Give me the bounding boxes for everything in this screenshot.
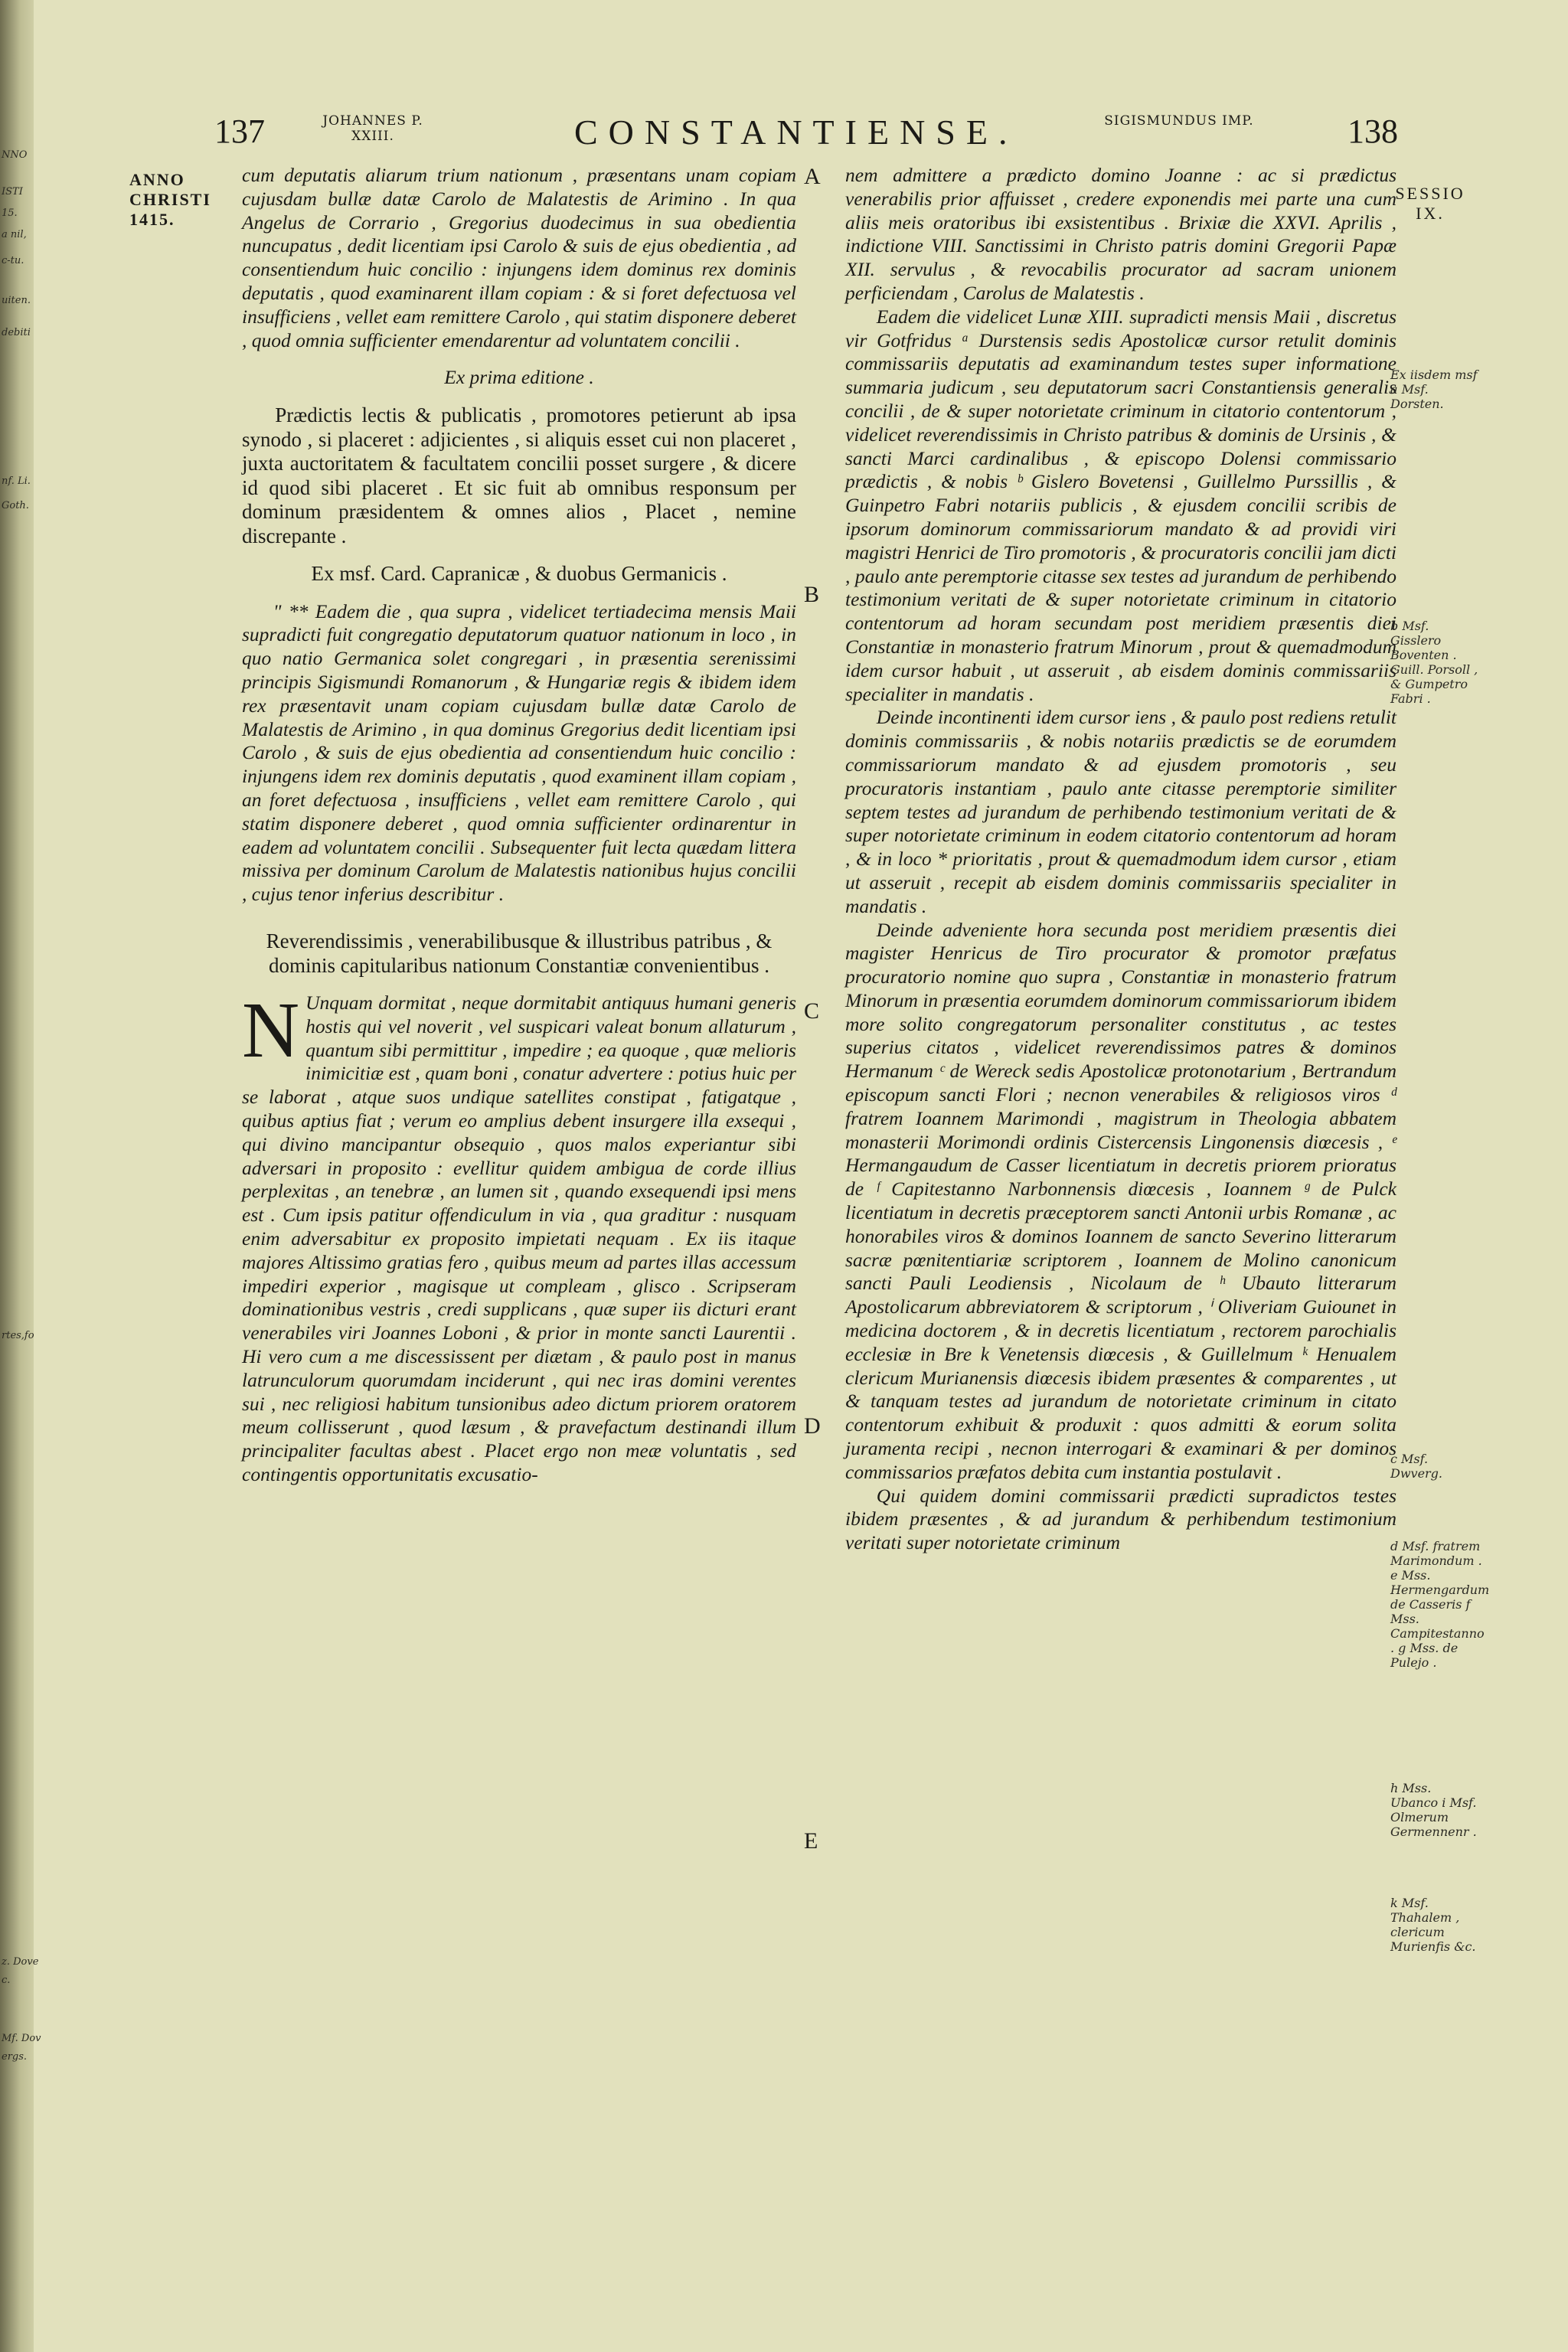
left-column	[242, 164, 796, 1487]
margin-note-marimondum: d Msf. fratrem Marimondum . e Mss. Hermengardum de Casseris f Mss. Campitestanno . g Mss. de Pulejo .	[1390, 1539, 1490, 1670]
gutter-fragment: a nil,	[2, 229, 27, 240]
gutter-fragment: Goth.	[2, 500, 29, 511]
gutter-fragment: 15.	[2, 207, 18, 219]
margin-note-ubanco: h Mss. Ubanco i Msf. Olmerum Germennenr .	[1390, 1781, 1477, 1839]
gutter-fragment: Mf. Dov	[2, 2033, 41, 2044]
gutter-fragment: nf. Li.	[2, 475, 31, 487]
session-label-number: IX.	[1416, 204, 1445, 223]
column-letter-e: E	[804, 1828, 818, 1854]
margin-note-gislero: b Msf. Gisslero Boventen . Guill. Porsoll , & Gumpetro Fabri .	[1390, 619, 1478, 706]
right-paragraph-5: Qui quidem domini commissarii prædicti supradictos testes ibidem præsentes , & ad jurandum & perhibendum testimonium veritati super notorietate criminum	[845, 1484, 1396, 1554]
gutter-fragment: rtes,fo	[2, 1330, 34, 1341]
right-paragraph-1: nem admittere a prædicto domino Joanne : ac si prædictus venerabilis prior affuisset , credere exponendis mei parte una cum aliis meis oratoribus ibi exsistentibus . Brixiæ die XXVI. Aprilis , indictione VIII. Sanctissimi in Christo patris domini Gregorii Papæ XII. servulus , & revocabilis procurator ad sacram unionem perficiendam , Carolus de Malatestis .	[845, 164, 1396, 304]
column-letter-a: A	[804, 164, 821, 189]
right-paragraph-4: Deinde adveniente hora secunda post meridiem præsentis diei magister Henricus de Tiro procurator & promotor præfatus procuratorio nomine quo supra , Constantiæ in monasterio fratrum Minorum in præsentia eorumdem dominorum commissariorum ibidem more solito congregatorum personaliter constitutus , ac testes superius citatos , videlicet reverendissimos patres & dominos Hermanum ᶜ de Wereck sedis Apostolicæ protonotarium , Bertrandum episcopum sancti Flori ; necnon venerabiles & religiosos viros ᵈ fratrem Ioannem Marimondi , magistrum in Theologia abbatem monasterii Morimondi ordinis Cistercensis Lingonensis diœcesis , ᵉ Hermangaudum de Casser licentiatum in decretis priorem prioratus de ᶠ Capitestanno Narbonnensis diœcesis , Ioannem ᵍ de Pulck licentiatum in decretis præceptorem sancti Antonii urbis Romanæ , ac honorabiles viros & dominos Ioannem de sancto Severino litterarum sacræ pœnitentiariæ scriptorem , Ioannem de Molino canonicum sancti Pauli Leodiensis , Nicolaum de ʰ Ubauto litterarum Apostolicarum abbreviatorem & scriptorum , ⁱ Oliveriam Guiounet in medicina doctorem , & in decretis licentiatum , rectorem parochialis ecclesiæ in Bre k Venetensis diœcesis , & Guillelmum ᵏ Henualem clericum Murianensis diœcesis ibidem præsentes & comparentes , ut & tanquam testes ad jurandum de notorietate criminum in citato contentorum exhibuit & produxit : quos admitti & eorum solita juramenta recipi , necnon interrogari & examinari & per dominos commissarios præfatos debita cum instantia postulavit .	[845, 918, 1396, 1483]
right-paragraph-2: Eadem die videlicet Lunæ XIII. supradicti mensis Maii , discretus vir Gotfridus ᵃ Durstensis sedis Apostolicæ cursor retulit dominis commissariis deputatis ad examinandum testes super informatione summaria judicum , seu deputatorum sacri Constantiensis generalis concilii , de & super notorietate criminum in citatorio contentorum , videlicet reverendissimis in Christo patribus & dominis de Ursinis , & sancti Marci cardinalibus , & episcopo Dolensi commissario prædictis , & nobis ᵇ Gislero Bovetensi , Guillelmo Purssillis , & Guinpetro Fabri notariis publicis , & ejusdem concilii scribis de ipsorum dominorum commissariorum mandato & ad providi viri magistri Henrici de Tiro promotoris , & procuratoris concilii jam dicti , paulo ante peremptorie citasse sex testes ad jurandum de perhibendo testimonium veritati de & super notorietate criminum in citatorio contentorum ad horam secundam post meridiem præsentis diei Constantiæ in monasterio fratrum Minorum , prout & quemadmodum idem cursor habuit , ut asseruit , ab eisdem dominis commissariis specialiter in mandatis .	[845, 305, 1396, 705]
column-letter-c: C	[804, 998, 820, 1024]
session-label-word: SESSIO	[1395, 184, 1465, 203]
left-paragraph-3: " ** Eadem die , qua supra , videlicet tertiadecima mensis Maii supradicti fuit congregatio deputatorum quatuor nationum in loco , in quo natio Germanica solet congregari , in præsentia serenissimi principis Sigismundi Romanorum , & Hungariæ regis & ibidem idem rex præsentavit unam copiam cujusdam bullæ datæ Carolo de Malatestis de Arimino , in qua dominus Gregorius dedit licentiam ipsi Carolo , & suis de ejus obedientia ad consentiendum huic concilio : injungens idem rex dominis deputatis , quod examinent illam copiam , an foret defectuosa , insufficiens , vellet eam remittere Carolo , qui statim disponere deberet , quod omnia sufficienter ordinarentur in eadem ad voluntatem concilii . Subsequenter fuit lecta quædam littera missiva per dominum Carolum de Malatestis nationibus hujus concilii , cujus tenor inferius describitur .	[242, 599, 796, 906]
left-paragraph-4	[242, 986, 796, 1487]
letter-address-heading: Reverendissimis , venerabilibusque & illustribus patribus , & dominis capitularibus nationum Constantiæ convenientibus .	[266, 929, 773, 977]
gutter-fragment: ergs.	[2, 2051, 28, 2063]
left-paragraph-2: Prædictis lectis & publicatis , promotores petierunt ab ipsa synodo , si placeret : adjicientes , si aliquis esset cui non placeret , juxta auctoritatem & facultatem concilii posset surgere , & dicere id quod sibi placeret . Et sic fuit ab omnibus responsum per dominum præsidentem & omnes alios , Placet , nemine discrepante .	[242, 403, 796, 547]
facing-page-edge	[0, 0, 41, 2352]
margin-note-dwverg: c Msf. Dwverg.	[1390, 1452, 1443, 1481]
page-title: CONSTANTIENSE.	[574, 113, 1018, 152]
year-margin-anno: ANNO	[129, 170, 185, 189]
gutter-fragment: c.	[2, 1975, 11, 1986]
gutter-fragment: z. Dove	[2, 1956, 39, 1968]
column-letter-d: D	[804, 1413, 821, 1439]
year-margin	[129, 170, 221, 230]
margin-note-dorsten: Ex iisdem msf a Msf. Dorsten.	[1390, 368, 1478, 411]
right-column	[845, 164, 1396, 1555]
year-margin-christi: CHRISTI	[129, 190, 211, 209]
right-running-head: SIGISMUNDUS IMP.	[1104, 113, 1254, 129]
left-running-head: JOHANNES P. XXIII.	[322, 113, 423, 144]
column-letter-b: B	[804, 582, 820, 607]
session-label	[1384, 184, 1476, 224]
section-heading-prima-editione: Ex prima editione .	[444, 366, 594, 389]
section-heading-capranicae: Ex msf. Card. Capranicæ , & duobus Germanicis .	[311, 562, 727, 586]
running-header	[214, 107, 1409, 168]
left-paragraph-1: cum deputatis aliarum trium nationum , præsentans unam copiam cujusdam bullæ datæ Carolo de Malatestis de Arimino . In qua Angelus de Corrario , Gregorius duodecimus in sua obedientia nuncupatus , dedit licentiam ipsi Carolo & suis de ejus obedientia , ad consentiendum huic concilio : injungens idem dominus rex dominis deputatis , quod examinarent illam copiam : & si foret defectuosa vel insufficiens , vellet eam remittere Carolo , qui statim disponere deberet , quod omnia sufficienter emendarentur ad voluntatem concilii .	[242, 164, 796, 351]
gutter-fragment: uiten.	[2, 295, 31, 306]
drop-cap: N	[242, 986, 300, 1075]
left-paragraph-4-text: Unquam dormitat , neque dormitabit antiquus humani generis hostis qui vel noverit , vel suspicari valeat bonum allaturum , quantum sibi permittitur , impedire ; ea quoque , quæ melioris inimicitiæ est , quam boni , conatur advertere : potius huic per se laborat , atque suos undique satellites constipat , fatigatque , quibus aptius fiat ; verum eo amplius debent insurgere illa exsequi , qui divino mancipantur obsequio , quos malos experiantur sibi adversari in proposito : evellitur quidem ambigua de corde illius perplexitas , an tenebræ , an lumen sit , quando exsequendi ipsi mens est . Cum ipsis patitur offendiculum in via , qua graditur : nusquam enim adversabitur ex proposito impietati nequam . Ex iis itaque majores Altissimo gratias fero , quibus meum ad partes illas accessum impediri experior , magisque ut compleam , glisco . Scripseram dominationibus vestris , credi supplicans , quæ super iis dicturi erant venerabiles viri Joannes Loboni , & prior in monte sancti Laurentii . Hi vero cum a me discessissent per diætam , & paulo post in manus latrunculorum quorumdam inciderunt , qui nec iras domini verentes sui , nec religiosi habitum tunsionibus adeo dictum priorem oratorem meum collisserunt , quod læsum , & pravefactum destinandi illum principaliter facultas abest . Placet ergo non meæ voluntatis , sed contingentis opportunitatis excusatio-	[242, 991, 796, 1485]
margin-note-thahalem: k Msf. Thahalem , clericum Murienfis &c.	[1390, 1896, 1476, 1954]
right-paragraph-3: Deinde incontinenti idem cursor iens , & paulo post rediens retulit dominis commissariis , & nobis notariis prædictis se de eorumdem commissariorum mandato & ad ejusdem promotoris , seu procuratoris instantiam , paulo ante citasse peremptorie similiter septem testes ad jurandum de perhibendo testimonium veritati de & super notorietate criminum in eodem citatorio contentorum ad horam , & in loco * prioritatis , prout & quemadmodum idem cursor , etiam ut asseruit , recepit ab eisdem dominis commissariis specialiter in mandatis .	[845, 706, 1396, 917]
year-margin-year: 1415.	[129, 210, 175, 229]
book-page	[34, 0, 1568, 2352]
gutter-fragment: c-tu.	[2, 255, 24, 266]
gutter-fragment: NNO	[2, 149, 28, 161]
left-page-number: 137	[214, 113, 265, 150]
gutter-fragment: debiti	[2, 327, 31, 338]
right-page-number: 138	[1348, 113, 1398, 150]
gutter-fragment: ISTI	[2, 186, 23, 198]
